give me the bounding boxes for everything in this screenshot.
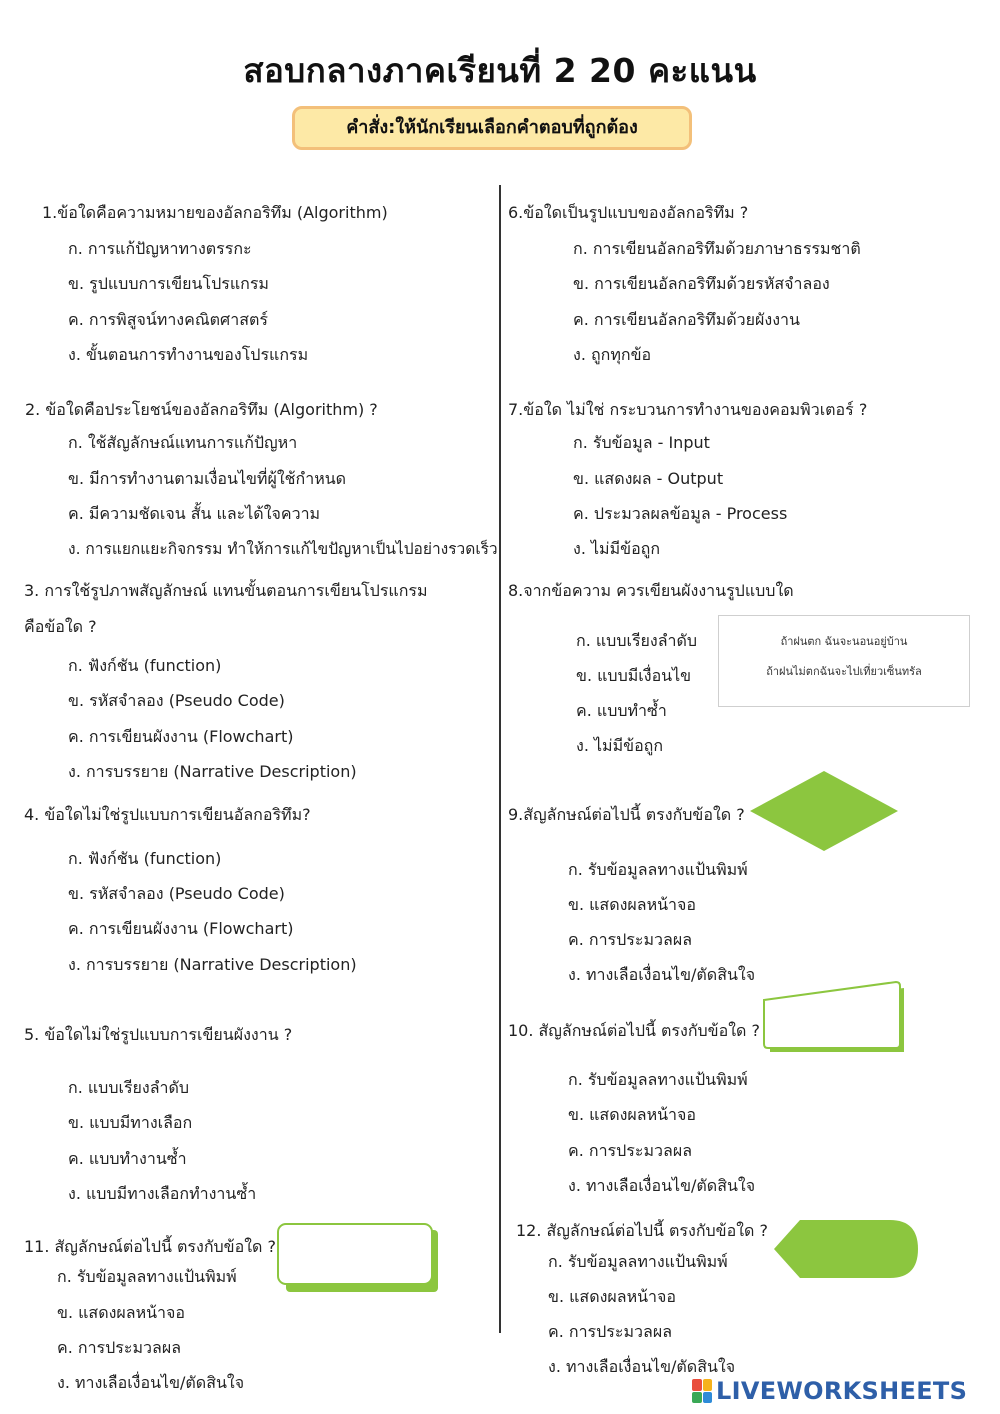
diamond-decision-icon bbox=[748, 769, 900, 853]
q5-choice-d[interactable]: ง. แบบมีทางเลือกทำงานซ้ำ bbox=[68, 1184, 257, 1203]
q2-choice-a[interactable]: ก. ใช้สัญลักษณ์แทนการแก้ปัญหา bbox=[68, 433, 298, 452]
q12-choice-a[interactable]: ก. รับข้อมูลลทางแป้นพิมพ์ bbox=[548, 1252, 728, 1271]
q9-choice-d[interactable]: ง. ทางเลือเงื่อนไข/ตัดสินใจ bbox=[568, 965, 756, 984]
question-8: 8.จากข้อความ ควรเขียนผังงานรูปแบบใด bbox=[508, 581, 794, 600]
liveworksheets-brand bbox=[692, 1376, 967, 1406]
q5-choice-a[interactable]: ก. แบบเรียงลำดับ bbox=[68, 1078, 190, 1097]
question-10: 10. สัญลักษณ์ต่อไปนี้ ตรงกับข้อใด ? bbox=[508, 1021, 761, 1040]
q8-scenario-box bbox=[718, 615, 970, 707]
q12-choice-d[interactable]: ง. ทางเลือเงื่อนไข/ตัดสินใจ bbox=[548, 1357, 736, 1376]
q11-choice-a[interactable]: ก. รับข้อมูลลทางแป้นพิมพ์ bbox=[57, 1267, 237, 1286]
q5-choice-c[interactable]: ค. แบบทำงานซ้ำ bbox=[68, 1149, 187, 1168]
q8-choice-b[interactable]: ข. แบบมีเงื่อนไข bbox=[576, 666, 692, 685]
q12-choice-c[interactable]: ค. การประมวลผล bbox=[548, 1322, 672, 1341]
process-rectangle-icon bbox=[276, 1222, 440, 1294]
q11-choice-c[interactable]: ค. การประมวลผล bbox=[57, 1338, 181, 1357]
scenario-line-2: ถ้าฝนไม่ตกฉันจะไปเที่ยวเซ็นทรัล bbox=[766, 665, 922, 678]
q10-choice-c[interactable]: ค. การประมวลผล bbox=[568, 1141, 692, 1160]
column-divider bbox=[499, 185, 501, 1333]
question-5: 5. ข้อใดไม่ใช่รูปแบบการเขียนผังงาน ? bbox=[24, 1025, 293, 1044]
q11-choice-b[interactable]: ข. แสดงผลหน้าจอ bbox=[57, 1303, 186, 1322]
question-6: 6.ข้อใดเป็นรูปแบบของอัลกอริทึม ? bbox=[508, 203, 749, 222]
q6-choice-d[interactable]: ง. ถูกทุกข้อ bbox=[573, 345, 652, 364]
question-3-line2: คือข้อใด ? bbox=[24, 617, 97, 636]
q3-choice-c[interactable]: ค. การเขียนผังงาน (Flowchart) bbox=[68, 727, 294, 746]
q2-choice-c[interactable]: ค. มีความชัดเจน สั้น และได้ใจความ bbox=[68, 504, 321, 523]
q1-choice-c[interactable]: ค. การพิสูจน์ทางคณิตศาสตร์ bbox=[68, 310, 268, 329]
q4-choice-a[interactable]: ก. ฟังก์ชัน (function) bbox=[68, 849, 222, 868]
q12-choice-b[interactable]: ข. แสดงผลหน้าจอ bbox=[548, 1287, 677, 1306]
q1-choice-a[interactable]: ก. การแก้ปัญหาทางตรรกะ bbox=[68, 239, 252, 258]
question-4: 4. ข้อใดไม่ใช่รูปแบบการเขียนอัลกอริทึม? bbox=[24, 805, 311, 824]
q1-choice-b[interactable]: ข. รูปแบบการเขียนโปรแกรม bbox=[68, 274, 269, 293]
q2-choice-b[interactable]: ข. มีการทำงานตามเงื่อนไขที่ผู้ใช้กำหนด bbox=[68, 469, 347, 488]
q3-choice-b[interactable]: ข. รหัสจำลอง (Pseudo Code) bbox=[68, 691, 285, 710]
question-12: 12. สัญลักษณ์ต่อไปนี้ ตรงกับข้อใด ? bbox=[516, 1221, 769, 1240]
q3-choice-d[interactable]: ง. การบรรยาย (Narrative Description) bbox=[68, 762, 357, 781]
q1-choice-d[interactable]: ง. ขั้นตอนการทำงานของโปรแกรม bbox=[68, 345, 309, 364]
q9-choice-a[interactable]: ก. รับข้อมูลลทางแป้นพิมพ์ bbox=[568, 860, 748, 879]
q9-choice-c[interactable]: ค. การประมวลผล bbox=[568, 930, 692, 949]
manual-input-icon bbox=[760, 980, 910, 1054]
q7-choice-c[interactable]: ค. ประมวลผลข้อมูล - Process bbox=[573, 504, 788, 523]
q10-choice-d[interactable]: ง. ทางเลือเงื่อนไข/ตัดสินใจ bbox=[568, 1176, 756, 1195]
q11-choice-d[interactable]: ง. ทางเลือเงื่อนไข/ตัดสินใจ bbox=[57, 1373, 245, 1392]
question-2: 2. ข้อใดคือประโยชน์ของอัลกอริทึม (Algorithm) ? bbox=[25, 400, 378, 419]
brand-text: LIVEWORKSHEETS bbox=[716, 1377, 968, 1405]
q10-choice-b[interactable]: ข. แสดงผลหน้าจอ bbox=[568, 1105, 697, 1124]
q6-choice-b[interactable]: ข. การเขียนอัลกอริทึมด้วยรหัสจำลอง bbox=[573, 274, 830, 293]
q10-choice-a[interactable]: ก. รับข้อมูลลทางแป้นพิมพ์ bbox=[568, 1070, 748, 1089]
q8-choice-a[interactable]: ก. แบบเรียงลำดับ bbox=[576, 631, 698, 650]
question-9: 9.สัญลักษณ์ต่อไปนี้ ตรงกับข้อใด ? bbox=[508, 805, 745, 824]
scenario-line-1: ถ้าฝนตก ฉันจะนอนอยู่บ้าน bbox=[780, 635, 908, 648]
q4-choice-d[interactable]: ง. การบรรยาย (Narrative Description) bbox=[68, 955, 357, 974]
instruction-box: คำสั่ง:ให้นักเรียนเลือกคำตอบที่ถูกต้อง bbox=[292, 106, 692, 150]
liveworksheets-logo-icon bbox=[692, 1379, 712, 1403]
q5-choice-b[interactable]: ข. แบบมีทางเลือก bbox=[68, 1113, 193, 1132]
question-1: 1.ข้อใดคือความหมายของอัลกอริทึม (Algorithm) bbox=[42, 203, 388, 222]
q4-choice-b[interactable]: ข. รหัสจำลอง (Pseudo Code) bbox=[68, 884, 285, 903]
q3-choice-a[interactable]: ก. ฟังก์ชัน (function) bbox=[68, 656, 222, 675]
q9-choice-b[interactable]: ข. แสดงผลหน้าจอ bbox=[568, 895, 697, 914]
q2-choice-d[interactable]: ง. การแยกแยะกิจกรรม ทำให้การแก้ไขปัญหาเป็นไปอย่างรวดเร็ว bbox=[68, 540, 498, 558]
question-3: 3. การใช้รูปภาพสัญลักษณ์ แทนขั้นตอนการเขียนโปรแกรม bbox=[24, 581, 428, 600]
question-7: 7.ข้อใด ไม่ใช่ กระบวนการทำงานของคอมพิวเตอร์ ? bbox=[508, 400, 868, 419]
q6-choice-c[interactable]: ค. การเขียนอัลกอริทึมด้วยผังงาน bbox=[573, 310, 800, 329]
q7-choice-b[interactable]: ข. แสดงผล - Output bbox=[573, 469, 724, 488]
q7-choice-a[interactable]: ก. รับข้อมูล - Input bbox=[573, 433, 710, 452]
question-11: 11. สัญลักษณ์ต่อไปนี้ ตรงกับข้อใด ? bbox=[24, 1237, 277, 1256]
page-title: สอบกลางภาคเรียนที่ 2 20 คะแนน bbox=[243, 51, 757, 90]
q8-choice-c[interactable]: ค. แบบทำซ้ำ bbox=[576, 701, 667, 720]
q4-choice-c[interactable]: ค. การเขียนผังงาน (Flowchart) bbox=[68, 919, 294, 938]
q7-choice-d[interactable]: ง. ไม่มีข้อถูก bbox=[573, 539, 661, 558]
display-output-icon bbox=[772, 1218, 922, 1280]
q6-choice-a[interactable]: ก. การเขียนอัลกอริทึมด้วยภาษาธรรมชาติ bbox=[573, 239, 861, 258]
q8-choice-d[interactable]: ง. ไม่มีข้อถูก bbox=[576, 736, 664, 755]
